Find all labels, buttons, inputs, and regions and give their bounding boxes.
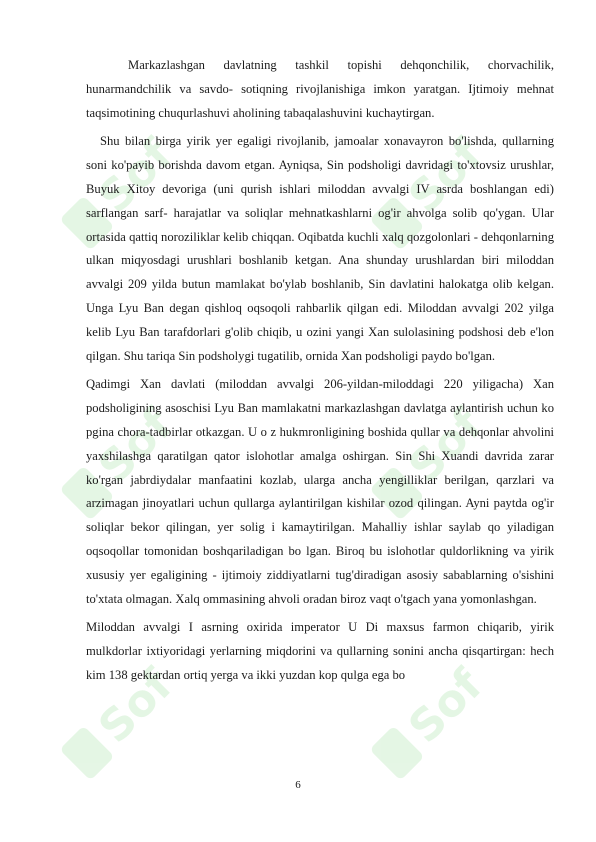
svg-text:Sof: Sof	[89, 399, 183, 494]
svg-text:Sof: Sof	[89, 659, 183, 754]
paragraph-3: Qadimgi Xan davlati (miloddan avvalgi 206-yildan-miloddagi 220 yiligacha) Xan podsholigining asoschisi Lyu Ban mamlakatni markazlashgan davlatga aylantirish uchun ko pgina chora-tadbirlar otkazgan. U o z hukmronligining boshida qullar va dehqonlar ahvolini yaxshilashga qaratilgan qator islohotlar amalga oshirgan. Sin Shi Xuandi davrida zarar ko'rgan jabrdiydalar manfaatini kozlab, ularga ancha yengilliklar berilgan, qarzlari va arzimagan jinoyatlari uchun qullarga aylantirilgan kishilar ozod qilingan. Ayni paytda og'ir soliqlar bekor qilingan, yer solig i kamaytirilgan. Mahalliy ishlar saylab qo yiladigan oqsoqollar tomonidan boshqariladigan bo lgan. Biroq bu islohotlar quldorlikning va yirik xususiy yer egaligining - ijtimoiy ziddiyatlarni tug'diradigan asosiy sabablarning o'sishini to'xtata olmagan. Xalq ommasining ahvoli oradan biroz vaqt o'tgach yana yomonlashgan.	[86, 377, 554, 606]
svg-text:Sof: Sof	[399, 399, 493, 494]
page-body	[86, 54, 554, 693]
svg-text:Sof: Sof	[399, 129, 493, 224]
paragraph-2: Shu bilan birga yirik yer egaligi rivojlanib, jamoalar xonavayron bo'lishda, qullarning soni ko'payib borishda davom etgan. Ayniqsa, Sin podsholigi davridagi to'xtovsiz urushlar, Buyuk Xitoy devoriga (uni qurish ishlari miloddan avvalgi IV asrda boshlangan edi) sarflangan sarf- harajatlar va soliqlar mehnatkashlarni og'ir ahvolga solib qo'ygan. Ular ortasida qattiq noroziliklar kelib chiqqan. Oqibatda kuchli xalq qozgolonlari - dehqonlarning ulkan miqyosdagi urushlari boshlanib ketgan. Ana shunday urushlardan biri miloddan avvalgi 209 yilda butun mamlakat bo'ylab boshlanib, Sin davlatini halokatga olib kelgan. Unga Lyu Ban degan qishloq oqsoqoli rahbarlik qilgan edi. Miloddan avvalgi 202 yilga kelib Lyu Ban tarafdorlari g'olib chiqib, u ozini yangi Xan sulolasining podshosi deb e'lon qilgan. Shu tariqa Sin podsholygi tugatilib, ornida Xan podsholigi paydo bo'lgan.	[86, 134, 554, 363]
paragraph-4: Miloddan avvalgi I asrning oxirida imperator U Di maxsus farmon chiqarib, yirik mulkdorlar ixtiyoridagi yerlarning miqdorini va qullarning sonini ancha qisqartirgan: hech kim 138 gektardan ortiq yerga va ikki yuzdan kop qulga ega bo	[86, 620, 554, 682]
page-number: 6	[295, 779, 301, 791]
svg-text:Sof: Sof	[89, 129, 183, 224]
paragraph-1: Markazlashgan davlatning tashkil topishi dehqonchilik, chorvachilik, hunarmandchilik va savdo- sotiqning rivojlanishiga imkon yaratgan. Ijtimoiy mehnat taqsimotining chuqurlashuvi aholining tabaqalashuvini kuchaytirgan.	[86, 58, 554, 120]
svg-text:Sof: Sof	[399, 659, 493, 754]
